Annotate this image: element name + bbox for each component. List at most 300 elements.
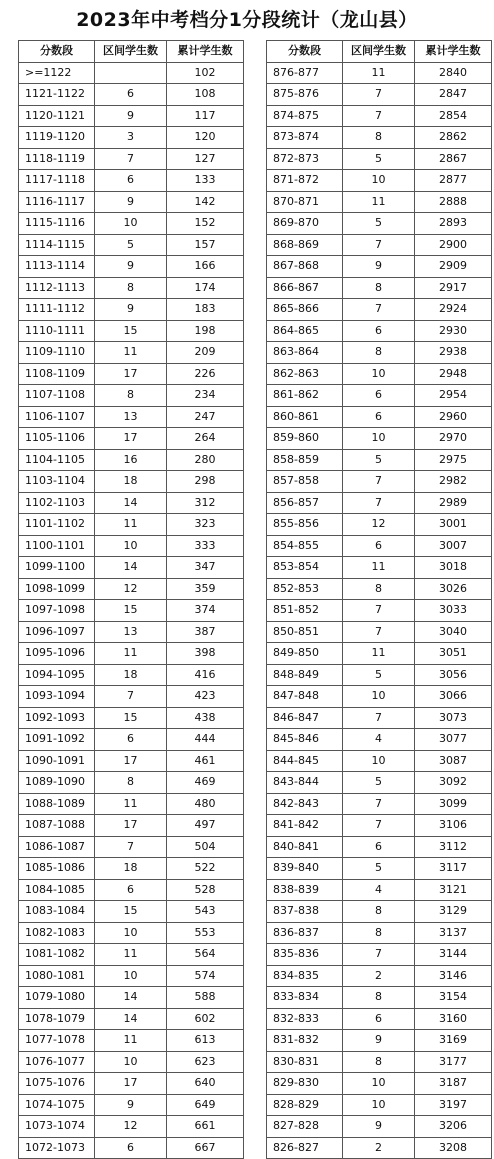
score-range-cell: 1076-1077 bbox=[19, 1051, 95, 1073]
interval-count-cell: 5 bbox=[95, 234, 167, 256]
table-row bbox=[267, 836, 492, 858]
score-range-cell: 839-840 bbox=[267, 858, 343, 880]
table-row bbox=[267, 342, 492, 364]
header-score-range: 分数段 bbox=[267, 41, 343, 63]
cumulative-count-cell: 3051 bbox=[415, 643, 492, 665]
interval-count-cell: 10 bbox=[95, 922, 167, 944]
table-header-row bbox=[267, 41, 492, 63]
interval-count-cell: 17 bbox=[95, 750, 167, 772]
cumulative-count-cell: 3001 bbox=[415, 514, 492, 536]
interval-count-cell: 13 bbox=[95, 621, 167, 643]
table-row bbox=[267, 965, 492, 987]
interval-count-cell: 12 bbox=[95, 1116, 167, 1138]
interval-count-cell: 17 bbox=[95, 428, 167, 450]
score-range-cell: 830-831 bbox=[267, 1051, 343, 1073]
cumulative-count-cell: 2862 bbox=[415, 127, 492, 149]
table-row bbox=[267, 1116, 492, 1138]
interval-count-cell: 6 bbox=[95, 729, 167, 751]
cumulative-count-cell: 387 bbox=[167, 621, 244, 643]
cumulative-count-cell: 3040 bbox=[415, 621, 492, 643]
cumulative-count-cell: 3144 bbox=[415, 944, 492, 966]
score-table-right bbox=[266, 40, 492, 1159]
table-row bbox=[19, 1030, 244, 1052]
table-row bbox=[19, 406, 244, 428]
interval-count-cell: 8 bbox=[343, 127, 415, 149]
score-range-cell: 834-835 bbox=[267, 965, 343, 987]
interval-count-cell: 6 bbox=[343, 1008, 415, 1030]
table-row bbox=[19, 471, 244, 493]
table-row bbox=[267, 944, 492, 966]
table-row bbox=[19, 600, 244, 622]
score-range-cell: 842-843 bbox=[267, 793, 343, 815]
table-row bbox=[19, 148, 244, 170]
table-row bbox=[267, 514, 492, 536]
table-row bbox=[19, 879, 244, 901]
table-row bbox=[19, 320, 244, 342]
interval-count-cell: 11 bbox=[95, 342, 167, 364]
table-row bbox=[267, 127, 492, 149]
score-range-cell: 874-875 bbox=[267, 105, 343, 127]
table-row bbox=[19, 1073, 244, 1095]
header-cumulative-count: 累计学生数 bbox=[167, 41, 244, 63]
interval-count-cell: 15 bbox=[95, 320, 167, 342]
interval-count-cell: 5 bbox=[343, 449, 415, 471]
cumulative-count-cell: 3146 bbox=[415, 965, 492, 987]
table-row bbox=[267, 557, 492, 579]
score-range-cell: 848-849 bbox=[267, 664, 343, 686]
score-range-cell: 861-862 bbox=[267, 385, 343, 407]
table-row bbox=[267, 750, 492, 772]
score-range-cell: 838-839 bbox=[267, 879, 343, 901]
interval-count-cell: 10 bbox=[95, 535, 167, 557]
interval-count-cell: 9 bbox=[343, 256, 415, 278]
interval-count-cell: 8 bbox=[95, 772, 167, 794]
score-range-cell: 1099-1100 bbox=[19, 557, 95, 579]
score-range-cell: 1121-1122 bbox=[19, 84, 95, 106]
interval-count-cell: 18 bbox=[95, 664, 167, 686]
cumulative-count-cell: 234 bbox=[167, 385, 244, 407]
score-range-cell: 1115-1116 bbox=[19, 213, 95, 235]
interval-count-cell: 5 bbox=[343, 858, 415, 880]
score-range-cell: 1092-1093 bbox=[19, 707, 95, 729]
score-table-left bbox=[18, 40, 244, 1159]
score-range-cell: 1106-1107 bbox=[19, 406, 95, 428]
cumulative-count-cell: 2930 bbox=[415, 320, 492, 342]
cumulative-count-cell: 3073 bbox=[415, 707, 492, 729]
table-row bbox=[267, 148, 492, 170]
interval-count-cell: 6 bbox=[343, 836, 415, 858]
table-row bbox=[267, 858, 492, 880]
interval-count-cell: 7 bbox=[343, 707, 415, 729]
table-row bbox=[19, 62, 244, 84]
table-row bbox=[267, 105, 492, 127]
score-range-cell: 875-876 bbox=[267, 84, 343, 106]
score-range-cell: 1072-1073 bbox=[19, 1137, 95, 1159]
cumulative-count-cell: 102 bbox=[167, 62, 244, 84]
score-range-cell: 847-848 bbox=[267, 686, 343, 708]
score-range-cell: 843-844 bbox=[267, 772, 343, 794]
score-range-cell: 864-865 bbox=[267, 320, 343, 342]
cumulative-count-cell: 2847 bbox=[415, 84, 492, 106]
score-range-cell: 1091-1092 bbox=[19, 729, 95, 751]
header-cumulative-count: 累计学生数 bbox=[415, 41, 492, 63]
score-range-cell: 859-860 bbox=[267, 428, 343, 450]
table-row bbox=[19, 729, 244, 751]
score-range-cell: 836-837 bbox=[267, 922, 343, 944]
interval-count-cell: 7 bbox=[343, 84, 415, 106]
cumulative-count-cell: 480 bbox=[167, 793, 244, 815]
table-row bbox=[267, 1008, 492, 1030]
cumulative-count-cell: 142 bbox=[167, 191, 244, 213]
score-range-cell: 1119-1120 bbox=[19, 127, 95, 149]
score-range-cell: 1112-1113 bbox=[19, 277, 95, 299]
interval-count-cell: 6 bbox=[95, 879, 167, 901]
score-range-cell: 1102-1103 bbox=[19, 492, 95, 514]
cumulative-count-cell: 3112 bbox=[415, 836, 492, 858]
cumulative-count-cell: 264 bbox=[167, 428, 244, 450]
score-range-cell: 868-869 bbox=[267, 234, 343, 256]
cumulative-count-cell: 3099 bbox=[415, 793, 492, 815]
interval-count-cell: 7 bbox=[343, 815, 415, 837]
score-range-cell: 1101-1102 bbox=[19, 514, 95, 536]
table-row bbox=[19, 1051, 244, 1073]
interval-count-cell: 10 bbox=[343, 363, 415, 385]
interval-count-cell: 10 bbox=[95, 965, 167, 987]
table-row bbox=[267, 707, 492, 729]
score-range-cell: 841-842 bbox=[267, 815, 343, 837]
cumulative-count-cell: 359 bbox=[167, 578, 244, 600]
score-range-cell: 1081-1082 bbox=[19, 944, 95, 966]
table-row bbox=[267, 901, 492, 923]
score-range-cell: 1110-1111 bbox=[19, 320, 95, 342]
score-range-cell: 1082-1083 bbox=[19, 922, 95, 944]
score-range-cell: 833-834 bbox=[267, 987, 343, 1009]
interval-count-cell: 14 bbox=[95, 987, 167, 1009]
cumulative-count-cell: 3169 bbox=[415, 1030, 492, 1052]
cumulative-count-cell: 2840 bbox=[415, 62, 492, 84]
cumulative-count-cell: 3187 bbox=[415, 1073, 492, 1095]
interval-count-cell: 6 bbox=[95, 84, 167, 106]
table-row bbox=[19, 621, 244, 643]
interval-count-cell: 13 bbox=[95, 406, 167, 428]
cumulative-count-cell: 127 bbox=[167, 148, 244, 170]
interval-count-cell: 10 bbox=[343, 428, 415, 450]
interval-count-cell: 2 bbox=[343, 1137, 415, 1159]
table-row bbox=[19, 901, 244, 923]
table-row bbox=[19, 557, 244, 579]
interval-count-cell: 7 bbox=[95, 686, 167, 708]
score-range-cell: 1085-1086 bbox=[19, 858, 95, 880]
score-range-cell: 870-871 bbox=[267, 191, 343, 213]
table-row bbox=[267, 686, 492, 708]
interval-count-cell: 6 bbox=[343, 385, 415, 407]
header-interval-count: 区间学生数 bbox=[95, 41, 167, 63]
interval-count-cell: 11 bbox=[95, 793, 167, 815]
cumulative-count-cell: 3066 bbox=[415, 686, 492, 708]
cumulative-count-cell: 667 bbox=[167, 1137, 244, 1159]
score-range-cell: 857-858 bbox=[267, 471, 343, 493]
table-row bbox=[19, 492, 244, 514]
interval-count-cell: 14 bbox=[95, 557, 167, 579]
cumulative-count-cell: 2900 bbox=[415, 234, 492, 256]
cumulative-count-cell: 3197 bbox=[415, 1094, 492, 1116]
table-row bbox=[19, 643, 244, 665]
cumulative-count-cell: 347 bbox=[167, 557, 244, 579]
interval-count-cell: 7 bbox=[343, 105, 415, 127]
interval-count-cell: 11 bbox=[343, 643, 415, 665]
interval-count-cell: 7 bbox=[95, 836, 167, 858]
score-range-cell: 1114-1115 bbox=[19, 234, 95, 256]
interval-count-cell: 7 bbox=[343, 793, 415, 815]
table-row bbox=[19, 772, 244, 794]
cumulative-count-cell: 602 bbox=[167, 1008, 244, 1030]
interval-count-cell: 8 bbox=[95, 277, 167, 299]
table-row bbox=[267, 256, 492, 278]
cumulative-count-cell: 298 bbox=[167, 471, 244, 493]
cumulative-count-cell: 157 bbox=[167, 234, 244, 256]
score-range-cell: 866-867 bbox=[267, 277, 343, 299]
interval-count-cell: 5 bbox=[343, 148, 415, 170]
table-row bbox=[267, 1051, 492, 1073]
interval-count-cell: 9 bbox=[343, 1030, 415, 1052]
interval-count-cell: 6 bbox=[343, 535, 415, 557]
interval-count-cell: 2 bbox=[343, 965, 415, 987]
cumulative-count-cell: 2888 bbox=[415, 191, 492, 213]
cumulative-count-cell: 543 bbox=[167, 901, 244, 923]
interval-count-cell: 7 bbox=[343, 492, 415, 514]
table-row bbox=[267, 600, 492, 622]
table-row bbox=[19, 1008, 244, 1030]
score-range-cell: 1108-1109 bbox=[19, 363, 95, 385]
interval-count-cell: 6 bbox=[95, 1137, 167, 1159]
table-row bbox=[19, 105, 244, 127]
table-row bbox=[267, 428, 492, 450]
table-row bbox=[19, 385, 244, 407]
interval-count-cell: 10 bbox=[343, 686, 415, 708]
interval-count-cell: 8 bbox=[343, 922, 415, 944]
score-range-cell: 858-859 bbox=[267, 449, 343, 471]
cumulative-count-cell: 3033 bbox=[415, 600, 492, 622]
table-row bbox=[267, 1094, 492, 1116]
table-row bbox=[267, 1137, 492, 1159]
interval-count-cell: 11 bbox=[343, 62, 415, 84]
table-row bbox=[19, 922, 244, 944]
interval-count-cell: 9 bbox=[95, 191, 167, 213]
page-title: 2023年中考档分1分段统计（龙山县） bbox=[76, 9, 418, 31]
table-row bbox=[267, 879, 492, 901]
interval-count-cell: 6 bbox=[343, 406, 415, 428]
score-range-cell: 850-851 bbox=[267, 621, 343, 643]
cumulative-count-cell: 2954 bbox=[415, 385, 492, 407]
cumulative-count-cell: 198 bbox=[167, 320, 244, 342]
cumulative-count-cell: 2924 bbox=[415, 299, 492, 321]
interval-count-cell: 11 bbox=[95, 944, 167, 966]
interval-count-cell: 5 bbox=[343, 772, 415, 794]
cumulative-count-cell: 2975 bbox=[415, 449, 492, 471]
score-range-cell: 1109-1110 bbox=[19, 342, 95, 364]
table-row bbox=[19, 858, 244, 880]
table-row bbox=[19, 793, 244, 815]
score-range-cell: 846-847 bbox=[267, 707, 343, 729]
table-row bbox=[267, 987, 492, 1009]
table-row bbox=[267, 62, 492, 84]
interval-count-cell: 6 bbox=[95, 170, 167, 192]
cumulative-count-cell: 226 bbox=[167, 363, 244, 385]
interval-count-cell: 15 bbox=[95, 600, 167, 622]
score-range-cell: 1073-1074 bbox=[19, 1116, 95, 1138]
interval-count-cell: 17 bbox=[95, 1073, 167, 1095]
table-row bbox=[267, 621, 492, 643]
cumulative-count-cell: 661 bbox=[167, 1116, 244, 1138]
score-range-cell: 1079-1080 bbox=[19, 987, 95, 1009]
cumulative-count-cell: 497 bbox=[167, 815, 244, 837]
score-range-cell: 845-846 bbox=[267, 729, 343, 751]
table-row bbox=[267, 234, 492, 256]
interval-count-cell: 4 bbox=[343, 879, 415, 901]
interval-count-cell: 8 bbox=[343, 987, 415, 1009]
score-range-cell: 1117-1118 bbox=[19, 170, 95, 192]
interval-count-cell: 15 bbox=[95, 901, 167, 923]
score-range-cell: 871-872 bbox=[267, 170, 343, 192]
score-range-cell: 1118-1119 bbox=[19, 148, 95, 170]
cumulative-count-cell: 3026 bbox=[415, 578, 492, 600]
score-range-cell: 863-864 bbox=[267, 342, 343, 364]
interval-count-cell: 17 bbox=[95, 363, 167, 385]
interval-count-cell: 18 bbox=[95, 471, 167, 493]
cumulative-count-cell: 504 bbox=[167, 836, 244, 858]
score-range-cell: 1088-1089 bbox=[19, 793, 95, 815]
cumulative-count-cell: 2909 bbox=[415, 256, 492, 278]
table-row bbox=[19, 363, 244, 385]
table-row bbox=[267, 471, 492, 493]
score-range-cell: 1093-1094 bbox=[19, 686, 95, 708]
interval-count-cell: 14 bbox=[95, 1008, 167, 1030]
table-row bbox=[19, 965, 244, 987]
score-range-cell: 1086-1087 bbox=[19, 836, 95, 858]
table-row bbox=[19, 342, 244, 364]
cumulative-count-cell: 444 bbox=[167, 729, 244, 751]
cumulative-count-cell: 423 bbox=[167, 686, 244, 708]
interval-count-cell: 11 bbox=[95, 643, 167, 665]
table-row bbox=[267, 84, 492, 106]
score-range-cell: 837-838 bbox=[267, 901, 343, 923]
cumulative-count-cell: 528 bbox=[167, 879, 244, 901]
cumulative-count-cell: 469 bbox=[167, 772, 244, 794]
score-range-cell: 876-877 bbox=[267, 62, 343, 84]
cumulative-count-cell: 416 bbox=[167, 664, 244, 686]
score-range-cell: 1104-1105 bbox=[19, 449, 95, 471]
table-row bbox=[267, 213, 492, 235]
table-row bbox=[19, 514, 244, 536]
cumulative-count-cell: 323 bbox=[167, 514, 244, 536]
score-range-cell: 1077-1078 bbox=[19, 1030, 95, 1052]
interval-count-cell: 11 bbox=[343, 557, 415, 579]
interval-count-cell: 8 bbox=[343, 1051, 415, 1073]
table-row bbox=[267, 578, 492, 600]
cumulative-count-cell: 522 bbox=[167, 858, 244, 880]
interval-count-cell: 9 bbox=[95, 1094, 167, 1116]
interval-count-cell: 14 bbox=[95, 492, 167, 514]
interval-count-cell: 10 bbox=[343, 1094, 415, 1116]
cumulative-count-cell: 3208 bbox=[415, 1137, 492, 1159]
table-row bbox=[19, 535, 244, 557]
table-row bbox=[267, 385, 492, 407]
cumulative-count-cell: 2938 bbox=[415, 342, 492, 364]
cumulative-count-cell: 640 bbox=[167, 1073, 244, 1095]
cumulative-count-cell: 613 bbox=[167, 1030, 244, 1052]
table-row bbox=[267, 664, 492, 686]
interval-count-cell: 6 bbox=[343, 320, 415, 342]
score-range-cell: 1113-1114 bbox=[19, 256, 95, 278]
cumulative-count-cell: 183 bbox=[167, 299, 244, 321]
score-range-cell: 1111-1112 bbox=[19, 299, 95, 321]
interval-count-cell: 7 bbox=[343, 944, 415, 966]
score-range-cell: >=1122 bbox=[19, 62, 95, 84]
score-range-cell: 844-845 bbox=[267, 750, 343, 772]
table-row bbox=[267, 170, 492, 192]
interval-count-cell: 12 bbox=[343, 514, 415, 536]
interval-count-cell: 8 bbox=[343, 578, 415, 600]
cumulative-count-cell: 3018 bbox=[415, 557, 492, 579]
cumulative-count-cell: 3117 bbox=[415, 858, 492, 880]
interval-count-cell: 9 bbox=[95, 256, 167, 278]
cumulative-count-cell: 374 bbox=[167, 600, 244, 622]
score-range-cell: 1097-1098 bbox=[19, 600, 95, 622]
table-row bbox=[19, 213, 244, 235]
table-row bbox=[19, 299, 244, 321]
table-row bbox=[19, 127, 244, 149]
cumulative-count-cell: 3129 bbox=[415, 901, 492, 923]
score-range-cell: 865-866 bbox=[267, 299, 343, 321]
score-range-cell: 828-829 bbox=[267, 1094, 343, 1116]
interval-count-cell: 11 bbox=[95, 514, 167, 536]
score-range-cell: 867-868 bbox=[267, 256, 343, 278]
score-range-cell: 872-873 bbox=[267, 148, 343, 170]
table-row bbox=[267, 299, 492, 321]
table-row bbox=[267, 406, 492, 428]
score-range-cell: 862-863 bbox=[267, 363, 343, 385]
cumulative-count-cell: 174 bbox=[167, 277, 244, 299]
table-row bbox=[19, 815, 244, 837]
score-range-cell: 849-850 bbox=[267, 643, 343, 665]
score-range-cell: 1094-1095 bbox=[19, 664, 95, 686]
table-row bbox=[267, 815, 492, 837]
score-range-cell: 1075-1076 bbox=[19, 1073, 95, 1095]
cumulative-count-cell: 280 bbox=[167, 449, 244, 471]
score-range-cell: 1084-1085 bbox=[19, 879, 95, 901]
score-range-cell: 831-832 bbox=[267, 1030, 343, 1052]
cumulative-count-cell: 247 bbox=[167, 406, 244, 428]
cumulative-count-cell: 2989 bbox=[415, 492, 492, 514]
table-row bbox=[267, 729, 492, 751]
cumulative-count-cell: 398 bbox=[167, 643, 244, 665]
score-range-cell: 1089-1090 bbox=[19, 772, 95, 794]
score-range-cell: 826-827 bbox=[267, 1137, 343, 1159]
cumulative-count-cell: 166 bbox=[167, 256, 244, 278]
cumulative-count-cell: 2893 bbox=[415, 213, 492, 235]
table-row bbox=[267, 363, 492, 385]
cumulative-count-cell: 2867 bbox=[415, 148, 492, 170]
cumulative-count-cell: 3106 bbox=[415, 815, 492, 837]
cumulative-count-cell: 574 bbox=[167, 965, 244, 987]
interval-count-cell: 18 bbox=[95, 858, 167, 880]
score-range-cell: 855-856 bbox=[267, 514, 343, 536]
score-range-cell: 1087-1088 bbox=[19, 815, 95, 837]
table-row bbox=[19, 256, 244, 278]
score-range-cell: 854-855 bbox=[267, 535, 343, 557]
table-row bbox=[267, 922, 492, 944]
table-row bbox=[19, 578, 244, 600]
